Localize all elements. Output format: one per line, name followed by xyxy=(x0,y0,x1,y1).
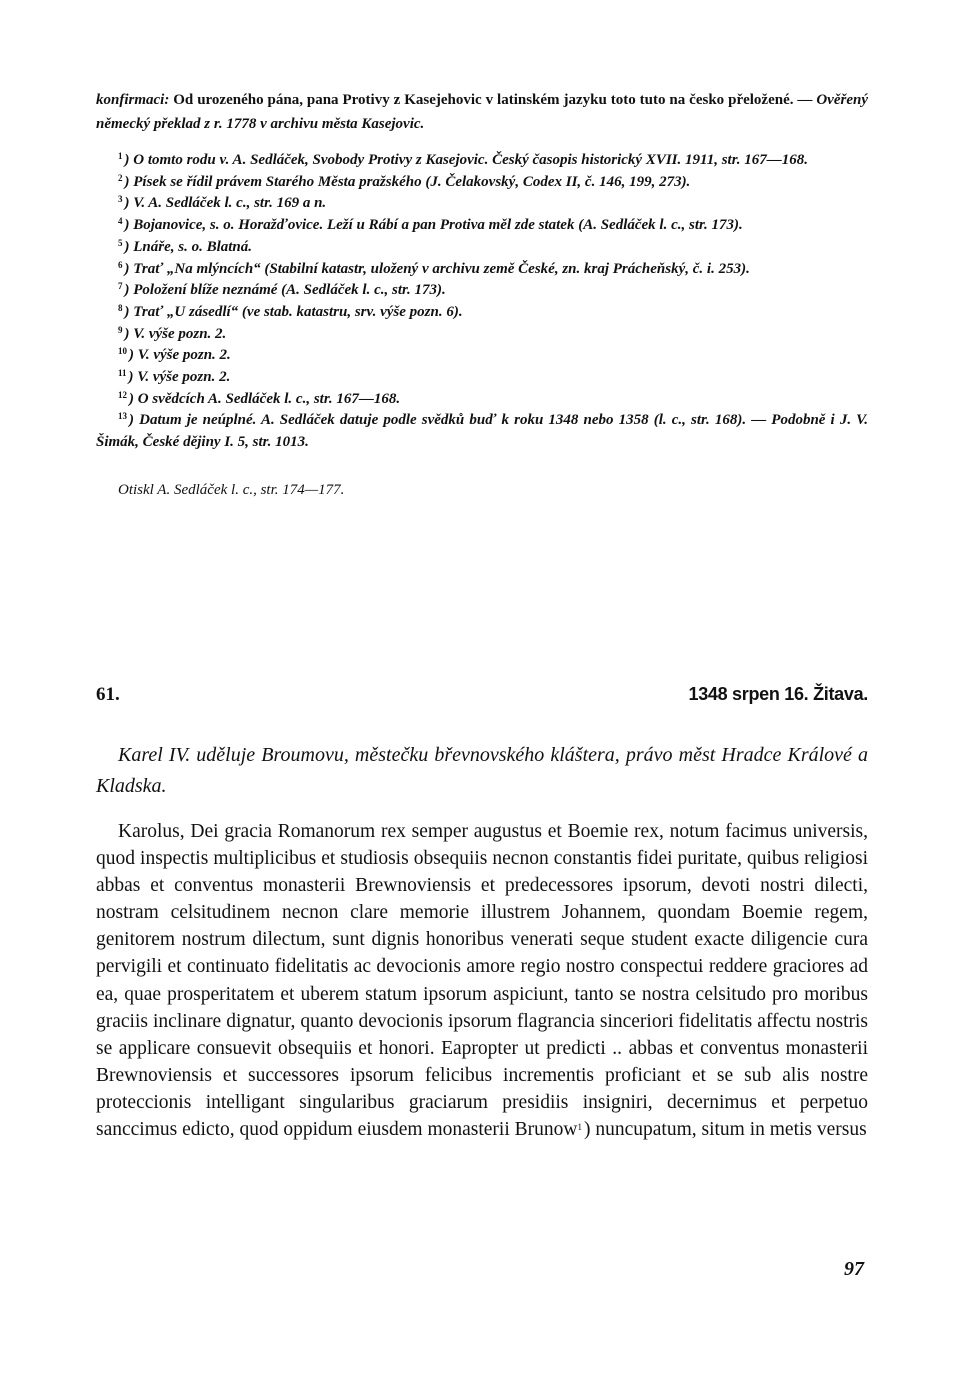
footnote-text: V. výše pozn. 2. xyxy=(133,325,227,342)
footnote: $^2$ ) Písek se řídil právem Starého Města pražského (J. Čelakovský, Codex II, č. 146, 199, 273). xyxy=(118,172,691,190)
footnote: $^8$ ) Trať „U zásedlí“ (ve stab. katastru, srv. výše pozn. 6). xyxy=(118,302,463,320)
footnote-number: 6 xyxy=(118,259,123,270)
top-paragraph xyxy=(96,88,868,136)
footnote-text: V. A. Sedláček l. c., str. 169 a n. xyxy=(133,195,327,212)
document-header xyxy=(96,684,868,714)
footnote-text: Trať „U zásedlí“ (ve stab. katastru, srv. výše pozn. 6). xyxy=(133,303,463,320)
document-date-place: 1348 srpen 16. Žitava. xyxy=(688,684,868,704)
footnote-text: Trať „Na mlýncích“ (Stabilní katastr, uložený v archivu země České, zn. kraj Prácheňský, č. i. 253). xyxy=(133,260,750,277)
page-text-block xyxy=(96,88,868,514)
footnote: $^{10}$ ) V. výše pozn. 2. xyxy=(118,346,231,364)
footnote: $^3$ ) V. A. Sedláček l. c., str. 169 a n. xyxy=(118,194,327,212)
footnote-number: 3 xyxy=(118,194,123,205)
footnote-number: 4 xyxy=(118,216,123,227)
footnote-number: 1 xyxy=(118,151,123,161)
footnote-number: 7 xyxy=(118,281,123,292)
page-number: 97 xyxy=(844,1258,864,1280)
footnote-number: 10 xyxy=(118,346,127,357)
footnote-text: O tomto rodu v. A. Sedláček, Svobody Protivy z Kasejovic. Český časopis historický XVII. 1911, str. 167—168. xyxy=(133,152,808,168)
footnote-number: 8 xyxy=(118,302,123,313)
top-italic-tail: Ověřený německý překlad z r. 1778 v archivu města Kasejovic. xyxy=(96,92,868,132)
footnote: $^{11}$ ) V. výše pozn. 2. xyxy=(118,368,231,386)
footnote: $^4$ ) Bojanovice, s. o. Horažďovice. Leží u Rábí a pan Protiva měl zde statek (A. Sedláček l. c., str. 173). xyxy=(118,216,743,234)
footnotes xyxy=(96,150,868,454)
footnote: $^1$ ) O tomto rodu v. A. Sedláček, Svobody Protivy z Kasejovic. Český časopis historický XVII. 1911, str. 167—168. xyxy=(118,151,808,168)
footnote-text: Lnáře, s. o. Blatná. xyxy=(133,238,253,255)
document-body xyxy=(96,818,868,1143)
top-label: konfirmaci: xyxy=(96,92,170,108)
body-text-main: Karolus, Dei gracia Romanorum rex semper augustus et Boemie rex, notum facimus universis, quod inspectis multiplicibus et studiosis obsequiis necnon constantis fidei puritate, quibus religiosi abbas et conventus monasterii Brewnoviensis et predecessores ipsorum, devoti nostri dilecti, nostram celsitudinem necnon clare memorie illustrem Johannem, quondam Boemie regem, genitorem nostrum dilectum, sunt dignis honoribus venerati seque student exacte diligencie cura pervigili et continuato fidelitatis ac devocionis amore regio nostro conspectui reddere graciores ad ea, quae prosperitatem et uberem statum ipsorum aspiciunt, tanto se nostra celsitudo pro moribus graciis inclinare dignatur, quanto devocionis ipsorum flagrancia sinceriori fidelitatis affectu nostris se applicare consuevit obsequiis et honori. Eapropter ut predicti .. abbas et conventus monasterii Brewnoviensis et successores ipsorum felicibus incrementis proficiant et se sub alis nostre proteccionis intelligant singularibus graciarum presidiis insigniri, decernimus et perpetuo sanccimus edicto, quod oppidum eiusdem monasterii Brunow xyxy=(96,821,868,1141)
footnote: $^7$ ) Položení blíže neznámé (A. Sedláček l. c., str. 173). xyxy=(118,281,446,299)
footnote-text: Bojanovice, s. o. Horažďovice. Leží u Rábí a pan Protiva měl zde statek (A. Sedláček l. c., str. 173). xyxy=(133,217,743,234)
footnote-text: V. výše pozn. 2. xyxy=(137,369,231,386)
top-text: Od urozeného pána, pana Protivy z Kasejehovic v latinském jazyku toto tuto na česko přeložené. — xyxy=(169,92,817,108)
footnote-number: 12 xyxy=(118,389,127,400)
footnote: $^{13}$ ) Datum je neúplné. A. Sedláček datuje podle svědků buď k roku 1348 nebo 1358 (l. c., str. 168). — Podobně i J. V. Šimák, České dějiny I. 5, str. 1013. xyxy=(96,411,868,451)
footnote: $^6$ ) Trať „Na mlýncích“ (Stabilní katastr, uložený v archivu země České, zn. kraj Prácheňský, č. i. 253). xyxy=(118,259,750,277)
footnote-text: Datum je neúplné. A. Sedláček datuje podle svědků buď k roku 1348 nebo 1358 (l. c., str. 168). — Podobně i J. V. Šimák, České dějiny I. 5, str. 1013. xyxy=(96,412,868,451)
footnote-text: O svědcích A. Sedláček l. c., str. 167—168. xyxy=(137,390,401,407)
footnote-number: 13 xyxy=(118,411,127,422)
body-text-tail: ) nuncupatum, situm in metis versus xyxy=(583,1119,867,1141)
body-footnote-ref: 1 xyxy=(577,1122,582,1133)
footnote-number: 11 xyxy=(118,368,127,379)
footnote: $^9$ ) V. výše pozn. 2. xyxy=(118,324,227,342)
edition-note: Otiskl A. Sedláček l. c., str. 174—177. xyxy=(118,481,345,498)
footnote: $^{12}$ ) O svědcích A. Sedláček l. c., str. 167—168. xyxy=(118,389,401,407)
footnote-text: V. výše pozn. 2. xyxy=(137,347,231,364)
document-regest: Karel IV. uděluje Broumovu, městečku břevnovského kláštera, právo měst Hradce Králové a Kladska. xyxy=(96,744,868,797)
document-number: 61. xyxy=(96,684,120,705)
footnote-number: 2 xyxy=(118,172,123,183)
footnote-number: 9 xyxy=(118,324,123,335)
footnote: $^5$ ) Lnáře, s. o. Blatná. xyxy=(118,237,253,255)
footnote-text: Položení blíže neznámé (A. Sedláček l. c., str. 173). xyxy=(133,282,446,299)
footnote-text: Písek se řídil právem Starého Města pražského (J. Čelakovský, Codex II, č. 146, 199, 273). xyxy=(133,173,691,190)
footnote-number: 5 xyxy=(118,237,123,248)
